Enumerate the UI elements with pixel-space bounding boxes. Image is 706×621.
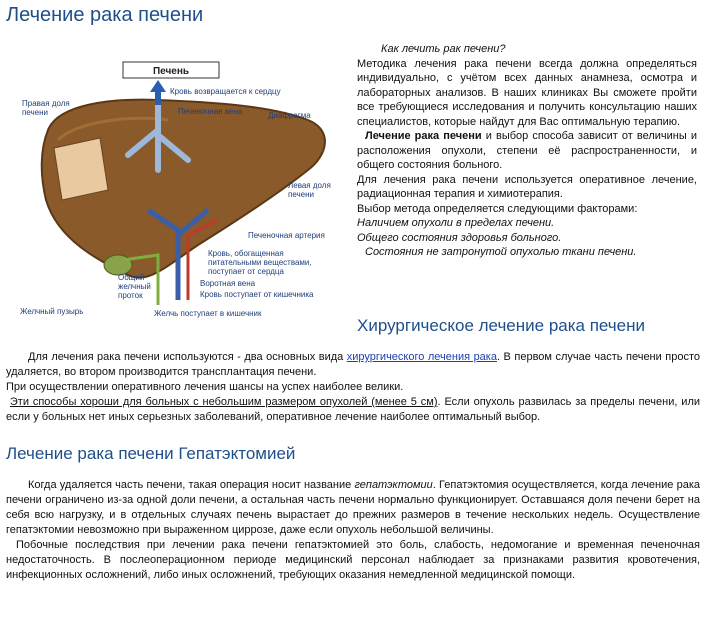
label-hepatic-vein: Печеночная вена: [178, 107, 243, 116]
label-right-lobe: Правая доля печени: [22, 99, 70, 117]
intro-paragraph-1: Методика лечения рака печени всегда должна определяться индивидуально, с учётом всех данных анамнеза, осмотра и лабораторных анализов. В наших клиниках Вы сможете пройти все требующиеся исследования и получить консультацию наших специалистов, которые найдут для Вас оптимальную терапию.: [357, 57, 697, 128]
intro-section: [357, 42, 697, 260]
factor-2: Общего состояния здоровья больного.: [357, 231, 562, 244]
hepatectomy-section: [6, 478, 700, 583]
factor-3: Состояния не затронутой опухолью ткани печени.: [365, 246, 637, 258]
factor-1: Наличием опухоли в пределах печени.: [357, 217, 555, 229]
liver-illustration: [18, 60, 348, 325]
label-left-lobe: Левая доля печени: [288, 181, 331, 199]
surgery-paragraph-1: Для лечения рака печени используются - два основных вида хирургического лечения рака. В первом случае часть печени просто удаляется, во втором производится трансплантация печени.: [6, 351, 701, 378]
hepatectomy-paragraph-2: Побочные последствия при лечении рака печени гепатэктомией это боль, слабость, недомогание и временная печеночная недостаточность. В послеоперационном периоде медицинский персонал наблюдает за признаками развития кровотечения, инфекционных осложнений, либо иных осложнений, требующих оказания немедленной медицинской помощи.: [6, 539, 700, 581]
surgery-link[interactable]: хирургического лечения рака: [346, 351, 497, 363]
liver-diagram: [18, 60, 348, 325]
label-blood-enriched: Кровь, обогащенная питательными веществами, поступает от сердца: [208, 249, 312, 276]
label-diaphragm: Диафрагма: [268, 111, 311, 120]
label-hepatic-artery: Печеночная артерия: [248, 231, 325, 240]
right-lobe-section: [54, 138, 108, 200]
label-blood-from-intestine: Кровь поступает от кишечника: [200, 290, 314, 299]
surgery-underlined: Эти способы хороши для больных с небольшим размером опухолей (менее 5 см): [9, 396, 438, 408]
label-gallbladder: Желчный пузырь: [20, 307, 84, 316]
intro-paragraph-2: Лечение рака печени и выбор способа зависит от величины и расположения опухоли, степени её распространенности, и общего состояния больного.: [357, 130, 697, 171]
surgery-section: [6, 350, 700, 425]
diagram-header: Печень: [152, 66, 190, 77]
intro-bold: Лечение рака печени: [365, 130, 482, 142]
label-common-bile-duct: Общий желчный проток: [118, 273, 151, 300]
intro-paragraph-4: Выбор метода определяется следующими факторами:: [357, 202, 638, 215]
intro-paragraph-3: Для лечения рака печени используется оперативное лечение, радиационная терапия и химиотерапия.: [357, 173, 697, 200]
page-title: Лечение рака печени: [6, 4, 204, 26]
surgery-paragraph-2: При осуществлении оперативного лечения шансы на успех наиболее велики.: [6, 381, 404, 393]
intro-question: Как лечить рак печени?: [381, 43, 506, 55]
surgery-paragraph-3: Эти способы хороши для больных с небольшим размером опухолей (менее 5 см). Если опухоль развилась за пределы печени, или если у больных нет иных серьезных заболеваний, оперативное лечение наиболее оптимальный выбор.: [6, 396, 701, 423]
hepatectomy-heading: Лечение рака печени Гепатэктомией: [6, 444, 296, 463]
surgery-heading: Хирургическое лечение рака печени: [357, 316, 646, 335]
label-bile-to-intestine: Желчь поступает в кишечник: [154, 309, 262, 318]
hepatectomy-paragraph-1: Когда удаляется часть печени, такая операция носит название гепатэктомии. Гепатэктомия осуществляется, когда лечение рака печени ограничено из-за одной доли печени, а остальная часть печени нормально функционирует. Оставшаяся доля печени берет на себя всю нагрузку, и в отдельных случаях печень вырастает до прежних размеров в течение нескольких недель. Осуществление гепатэктомии невозможно при выраженном циррозе, даже если опухоль небольшой величины.: [6, 479, 700, 536]
label-portal-vein: Воротная вена: [200, 279, 256, 288]
label-blood-to-heart: Кровь возвращается к сердцу: [170, 87, 281, 96]
